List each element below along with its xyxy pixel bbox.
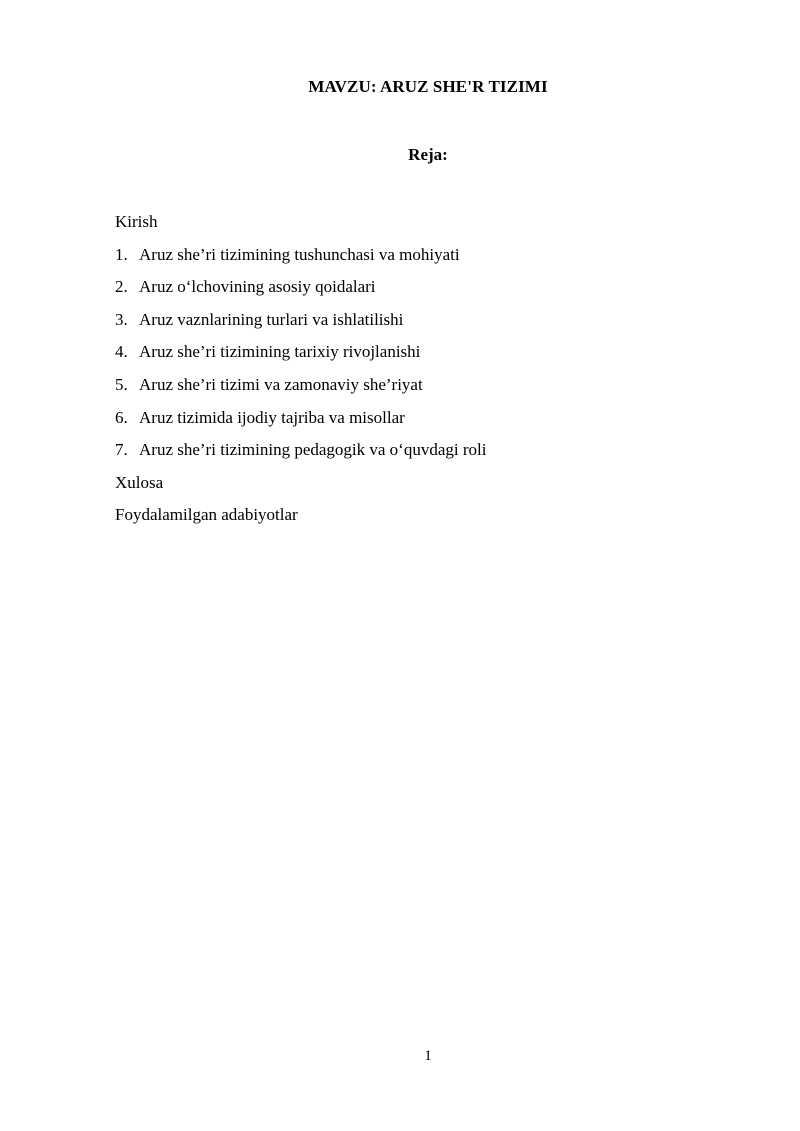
plan-item-text: Aruz she’ri tizimining tarixiy rivojlanishi bbox=[139, 342, 421, 362]
plan-heading: Reja: bbox=[408, 145, 448, 164]
document-title: MAVZU: ARUZ SHE'R TIZIMI bbox=[308, 77, 548, 96]
plan-item bbox=[115, 304, 715, 337]
plan-references: Foydalamilgan adabiyotlar bbox=[115, 505, 298, 525]
plan-item bbox=[115, 336, 715, 369]
plan-item bbox=[115, 434, 715, 467]
plan-item bbox=[115, 239, 715, 272]
plan-item-number: 4. bbox=[115, 342, 128, 362]
plan-item-number: 7. bbox=[115, 440, 128, 460]
plan-item-number: 3. bbox=[115, 309, 128, 329]
plan-item-text: Aruz she’ri tizimi va zamonaviy she’riyat bbox=[139, 374, 423, 394]
plan-item-text: Aruz vaznlarining turlari va ishlatilishi bbox=[139, 309, 404, 329]
plan-item bbox=[115, 402, 715, 435]
plan-item-text: Aruz o‘lchovining asosiy qoidalari bbox=[139, 277, 376, 297]
plan-item-number: 6. bbox=[115, 407, 128, 427]
plan-intro: Kirish bbox=[115, 212, 158, 231]
plan-item-number: 2. bbox=[115, 277, 128, 297]
plan-item-number: 1. bbox=[115, 244, 128, 264]
plan-item-text: Aruz tizimida ijodiy tajriba va misollar bbox=[139, 407, 405, 427]
plan-item-text: Aruz she’ri tizimining tushunchasi va mohiyati bbox=[139, 244, 460, 264]
plan-conclusion: Xulosa bbox=[115, 472, 164, 492]
plan-list bbox=[115, 206, 715, 532]
plan-item bbox=[115, 271, 715, 304]
plan-item-text: Aruz she’ri tizimining pedagogik va o‘quvdagi roli bbox=[139, 440, 487, 460]
plan-item-number: 5. bbox=[115, 374, 128, 394]
page-number: 1 bbox=[424, 1048, 432, 1064]
plan-item bbox=[115, 369, 715, 402]
